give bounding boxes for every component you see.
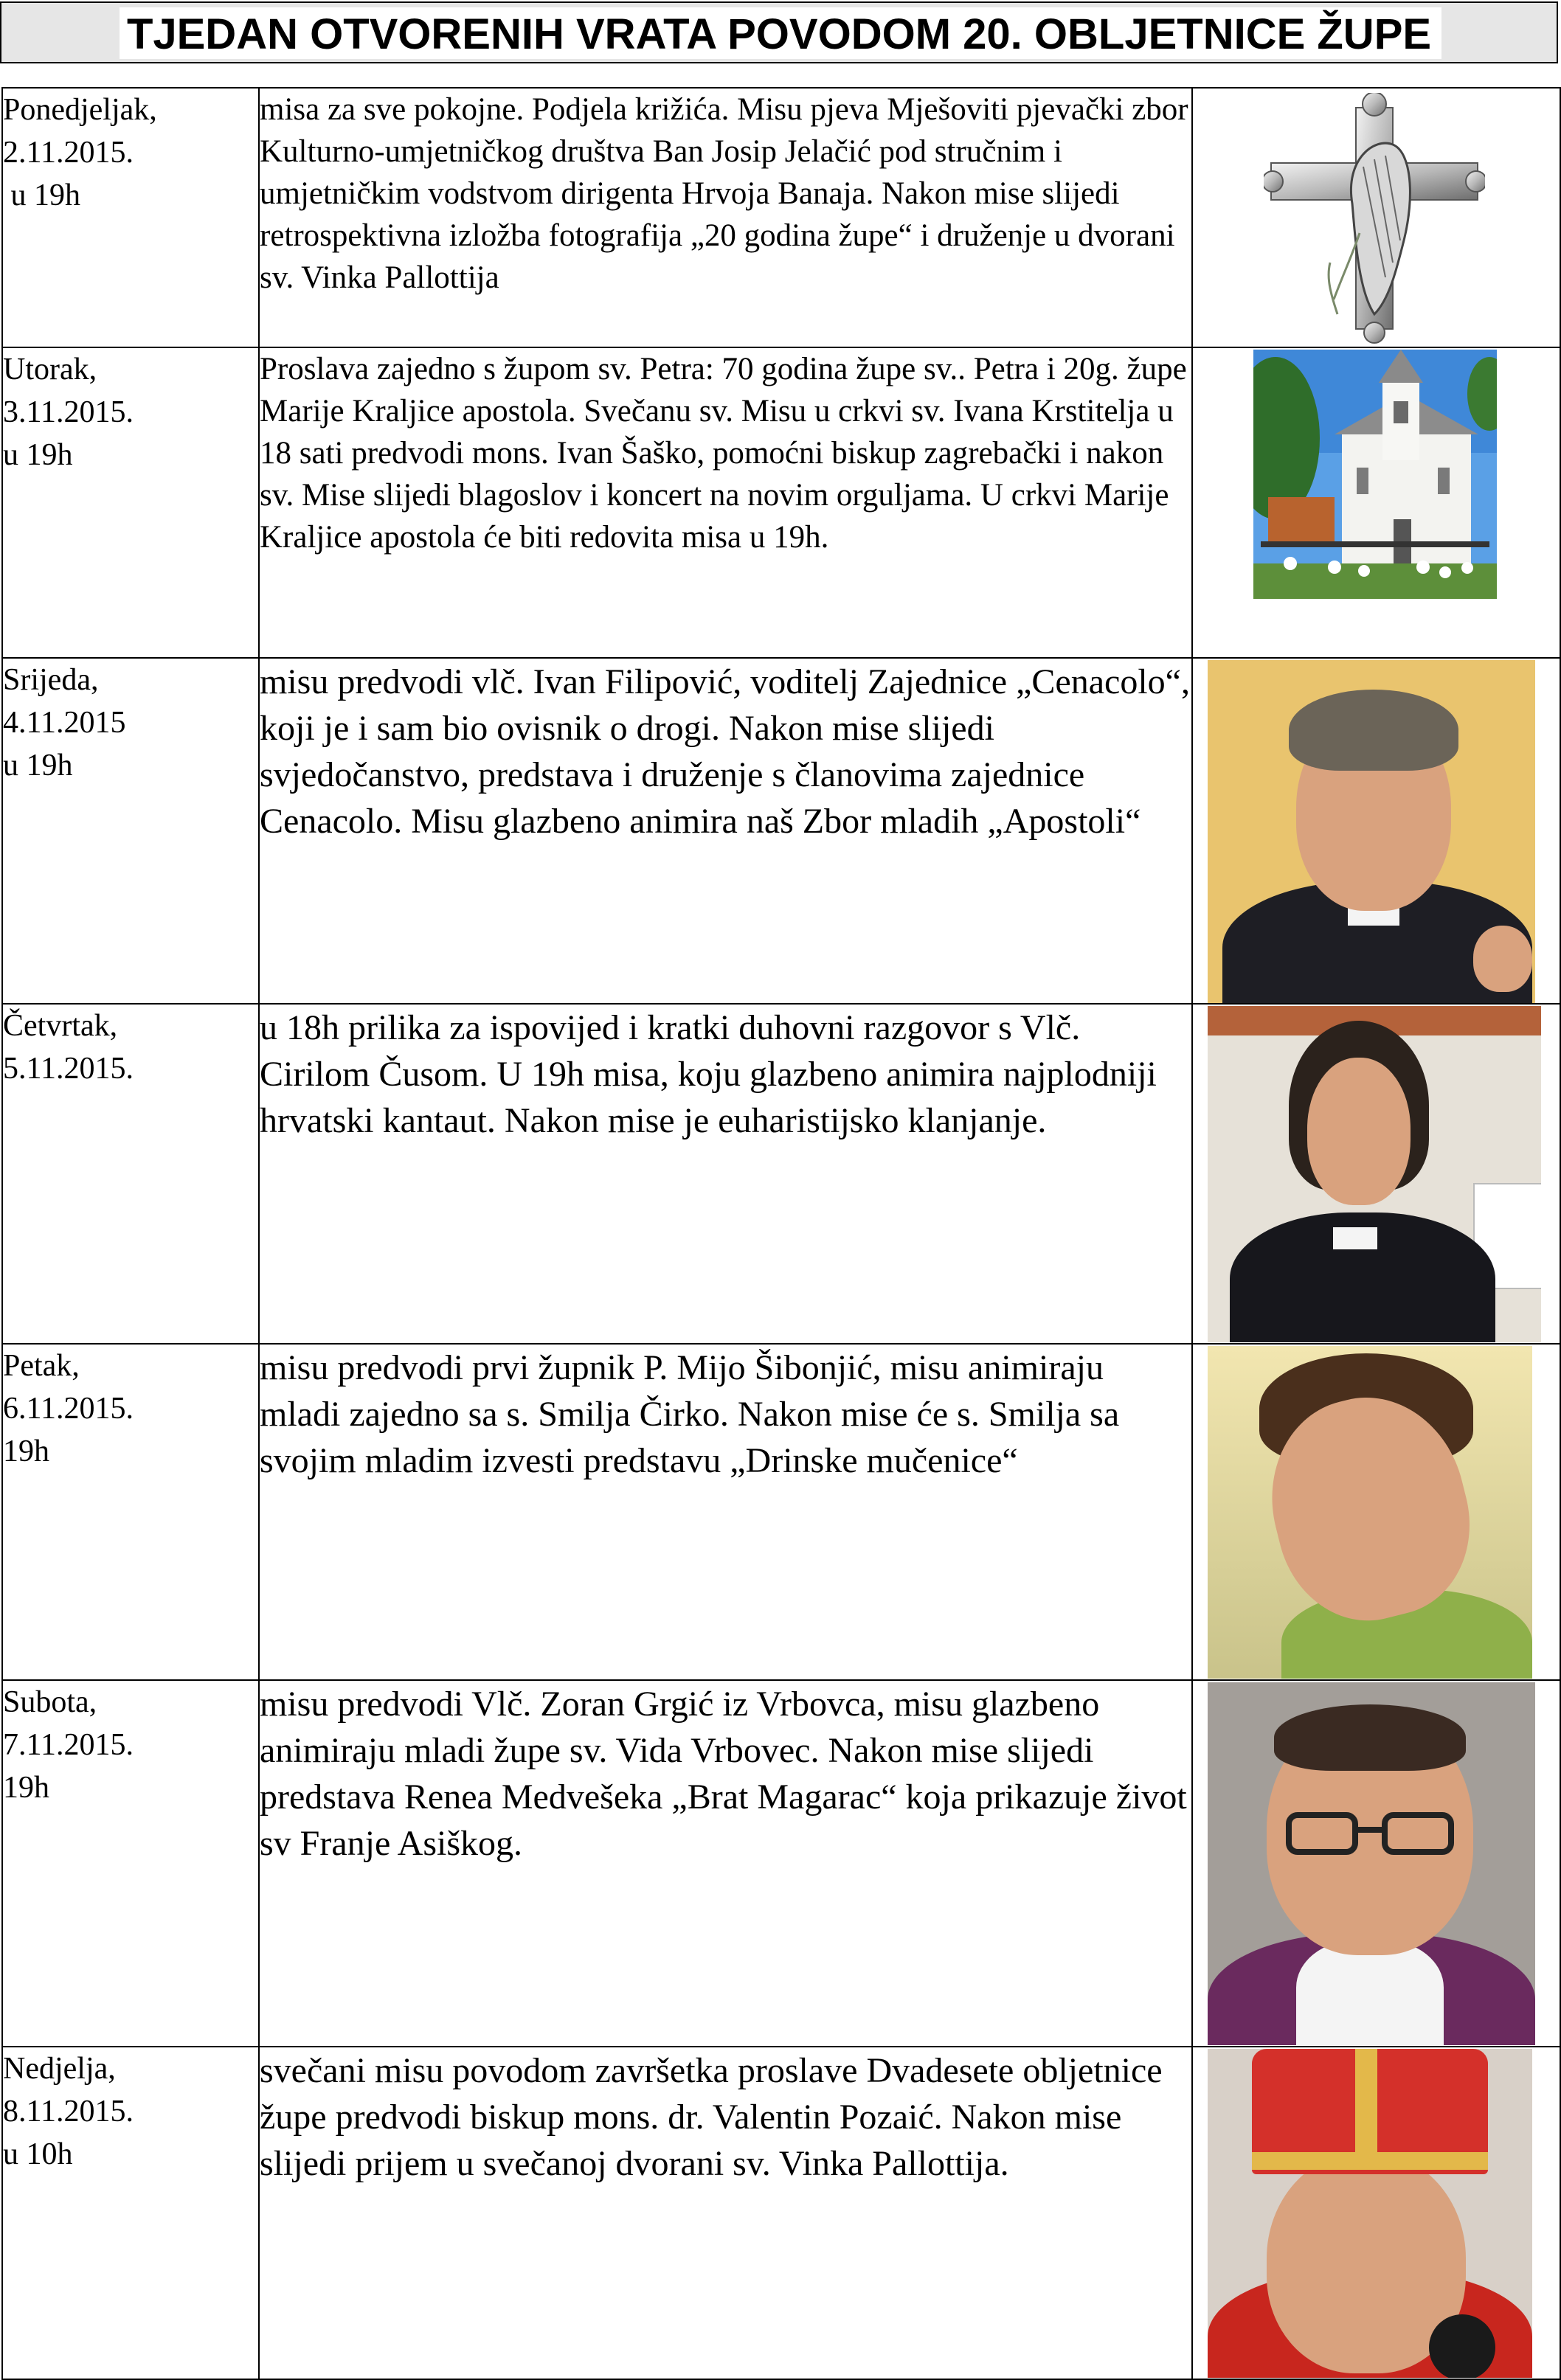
day-date: 2.11.2015. — [3, 136, 134, 170]
event-description: Proslava zajedno s župom sv. Petra: 70 godina župe sv.. Petra i 20g. župe Marije Kraljice apostola. Svečanu sv. Misu u crkvi sv. Ivana Krstitelja u 18 sati predvodi mons. Ivan Šaško, pomoćni biskup zagrebački i nakon sv. Mise slijedi blagoslov i koncert na novim orguljama. U crkvi Marije Kraljice apostola će biti redovita misa u 19h. — [259, 347, 1192, 658]
day-cell — [2, 1004, 259, 1344]
event-image-cell — [1192, 658, 1560, 1004]
day-name: Ponedjeljak, — [3, 93, 157, 127]
event-description: misa za sve pokojne. Podjela križića. Misu pjeva Mješoviti pjevački zbor Kulturno-umjetničkog društva Ban Josip Jelačić pod stručnim i umjetničkim vodstvom dirigenta Hrvoja Banaja. Nakon mise slijedi retrospektivna izložba fotografija „20 godina župe“ i druženje u dvorani sv. Vinka Pallottija — [259, 88, 1192, 347]
page-title-box — [0, 1, 1558, 63]
day-name: Utorak, — [3, 353, 97, 386]
day-cell — [2, 88, 259, 347]
day-date: 6.11.2015. — [3, 1392, 134, 1426]
table-row — [2, 347, 1560, 658]
event-image-cell — [1192, 2047, 1560, 2379]
day-time: u 19h — [3, 438, 73, 472]
day-time: u 19h — [3, 749, 73, 783]
day-time: u 19h — [3, 178, 80, 212]
day-cell — [2, 1680, 259, 2047]
event-description: u 18h prilika za ispovijed i kratki duhovni razgovor s Vlč. Cirilom Čusom. U 19h misa, koju glazbeno animira najplodniji hrvatski kantaut. Nakon mise je euharistijsko klanjanje. — [259, 1004, 1192, 1344]
event-image-cell — [1192, 1004, 1560, 1344]
day-date: 3.11.2015. — [3, 395, 134, 429]
event-description: misu predvodi Vlč. Zoran Grgić iz Vrbovca, misu glazbeno animiraju mladi župe sv. Vida Vrbovec. Nakon mise slijedi predstava Renea Medvešeka „Brat Magarac“ koja prikazuje život sv Franje Asiškog. — [259, 1680, 1192, 2047]
event-description: misu predvodi vlč. Ivan Filipović, voditelj Zajednice „Cenacolo“, koji je i sam bio ovisnik o drogi. Nakon mise slijedi svjedočanstvo, predstava i druženje s članovima zajednice Cenacolo. Misu glazbeno animira naš Zbor mladih „Apostoli“ — [259, 658, 1192, 1004]
priest-portrait — [1208, 1346, 1532, 1679]
table-row — [2, 1004, 1560, 1344]
day-name: Petak, — [3, 1349, 80, 1383]
day-date: 4.11.2015 — [3, 706, 126, 740]
table-row — [2, 1680, 1560, 2047]
page-title: TJEDAN OTVORENIH VRATA POVODOM 20. OBLJETNICE ŽUPE — [126, 10, 1432, 58]
day-date: 8.11.2015. — [3, 2095, 134, 2129]
event-description: misu predvodi prvi župnik P. Mijo Šibonjić, misu animiraju mladi zajedno sa s. Smilja Čirko. Nakon mise će s. Smilja sa svojim mladim izvesti predstavu „Drinske mučenice“ — [259, 1344, 1192, 1680]
priest-portrait — [1208, 1682, 1535, 2045]
table-row — [2, 658, 1560, 1004]
table-row — [2, 1344, 1560, 1680]
day-date: 7.11.2015. — [3, 1728, 134, 1762]
day-name: Četvrtak, — [3, 1009, 118, 1043]
day-time: 19h — [3, 1771, 49, 1805]
church-photo — [1253, 350, 1497, 599]
event-image-cell — [1192, 1344, 1560, 1680]
day-cell — [2, 658, 259, 1004]
day-name: Subota, — [3, 1685, 97, 1719]
schedule-table — [1, 87, 1561, 2380]
event-image-cell — [1192, 347, 1560, 658]
day-name: Nedjelja, — [3, 2052, 116, 2086]
priest-portrait — [1208, 1006, 1541, 1342]
event-description: svečani misu povodom završetka proslave Dvadesete obljetnice župe predvodi biskup mons. dr. Valentin Pozaić. Nakon mise slijedi prijem u svečanoj dvorani sv. Vinka Pallottija. — [259, 2047, 1192, 2379]
day-time: u 10h — [3, 2137, 73, 2171]
glasses-icon — [1281, 1808, 1458, 1859]
event-image-cell — [1192, 1680, 1560, 2047]
day-time: 19h — [3, 1434, 49, 1468]
day-cell — [2, 2047, 259, 2379]
event-image-cell — [1192, 88, 1560, 347]
day-date: 5.11.2015. — [3, 1052, 134, 1086]
bishop-portrait — [1208, 2049, 1532, 2378]
day-cell — [2, 1344, 259, 1680]
day-cell — [2, 347, 259, 658]
table-row — [2, 88, 1560, 347]
table-row — [2, 2047, 1560, 2379]
cross-with-praying-hands-icon — [1264, 93, 1485, 344]
day-name: Srijeda, — [3, 663, 99, 697]
priest-portrait — [1208, 660, 1535, 1003]
